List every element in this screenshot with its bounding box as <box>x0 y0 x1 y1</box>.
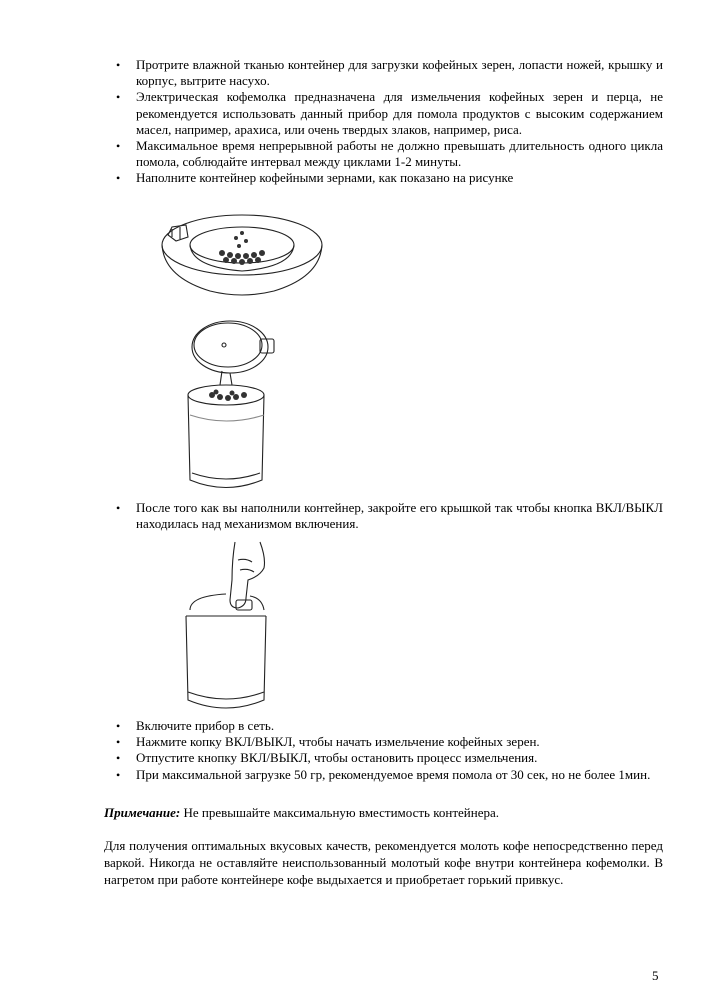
list-item: • После того как вы наполнили контейнер, закройте его крышкой так чтобы кнопка ВКЛ/ВЫКЛ находилась над механизмом включения. <box>110 500 663 532</box>
bowl-illustration <box>150 205 330 305</box>
lid-and-grinder-illustration <box>180 315 290 500</box>
note-text: Не превышайте максимальную вместимость контейнера. <box>180 805 499 820</box>
note-label: Примечание: <box>104 805 181 820</box>
list-item: • При максимальной загрузке 50 гр, рекомендуемое время помола от 30 сек, но не более 1мин. <box>110 767 663 783</box>
hand-pressing-button-illustration <box>180 540 290 720</box>
note <box>104 804 663 821</box>
bullet-list-top <box>110 57 663 187</box>
list-item: • Включите прибор в сеть. <box>110 718 663 734</box>
list-item: • Нажмите копку ВКЛ/ВЫКЛ, чтобы начать измельчение кофейных зерен. <box>110 734 663 750</box>
list-item: • Протрите влажной тканью контейнер для загрузки кофейных зерен, лопасти ножей, крышку и корпус, вытрите насухо. <box>110 57 663 89</box>
list-item: • Максимальное время непрерывной работы не должно превышать длительность одного цикла помола, соблюдайте интервал между циклами 1-2 минуты. <box>110 138 663 170</box>
list-item: • Электрическая кофемолка предназначена для измельчения кофейных зерен и перца, не рекомендуется использовать данный прибор для помола продуктов с высоким содержанием масел, например, арахиса, или очень твердых злаков, например, риса. <box>110 89 663 138</box>
instructions-bottom <box>110 718 663 783</box>
instructions-top <box>110 57 663 187</box>
instructions-middle <box>110 500 663 532</box>
list-item: • Отпустите кнопку ВКЛ/ВЫКЛ, чтобы остановить процесс измельчения. <box>110 750 663 766</box>
list-item: • Наполните контейнер кофейными зернами, как показано на рисунке <box>110 170 663 186</box>
recommendation-paragraph: Для получения оптимальных вкусовых качеств, рекомендуется молоть кофе непосредственно перед варкой. Никогда не оставляйте неиспользованный молотый кофе внутри контейнера кофемолки. В нагретом при работе контейнере кофе выдыхается и приобретает горький привкус. <box>104 838 663 887</box>
page-number: 5 <box>652 968 659 983</box>
bullet-list-bottom <box>110 718 663 783</box>
bullet-list-middle <box>110 500 663 532</box>
